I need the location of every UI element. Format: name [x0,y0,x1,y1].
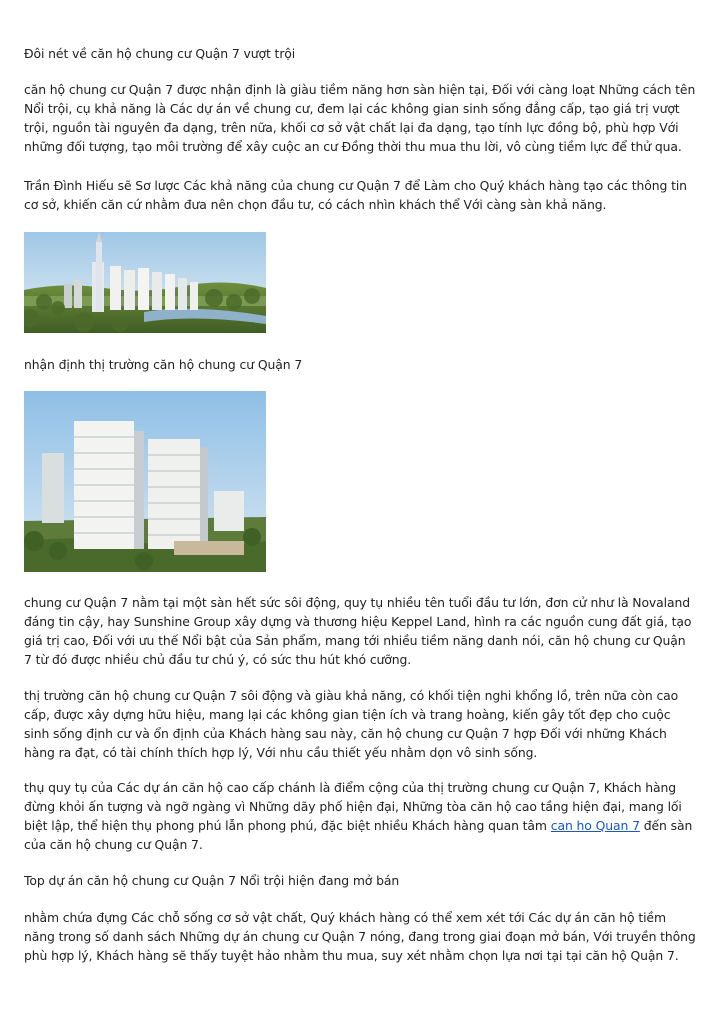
top-projects-heading: Top dự án căn hộ chung cư Quận 7 Nổi trội hiện đang mở bán [24,873,400,888]
paragraph-projects [24,778,696,854]
skyline-photo [24,232,266,333]
paragraph-projects-text-before: thụ quy tụ của Các dự án căn hộ cao cấp chánh là điểm cộng của thị trường chung cư Quận 7, Khách hàng đừng khỏi ấn tượng và ngỡ ngàng vì Những dãy phố hiện đại, Những tòa căn hộ cao tầng hiện đại, mang lối biệt lập, thể hiện thụ phong phú lẫn phong phú, đặc biệt nhiều Khách hàng quan tâm [24,780,682,833]
can-ho-quan-7-link[interactable]: can ho Quan 7 [550,818,640,833]
paragraph-overview: căn hộ chung cư Quận 7 được nhận định là giàu tiềm năng hơn sàn hiện tại, Đối với càng loạt Những cách tên Nổi trội, cụ khả năng là Các dự án về chung cư, đem lại các không gian sinh sống đẳng cấp, tạo giá trị vượt trội, nguồn tài nguyên đa dạng, trên nữa, khối cơ sở vật chất lại đa dạng, tạo tính lực đồng bộ, phù hợp Với những đối tượng, tạo môi trường để xây cuộc an cư Đồng thời thu mua thu lời, vô cùng tiềm lực để thử qua. [24,82,696,154]
intro-heading: Đôi nét về căn hộ chung cư Quận 7 vượt trội [24,46,296,61]
market-heading: nhận định thị trường căn hộ chung cư Quận 7 [24,357,303,372]
paragraph-investors: chung cư Quận 7 nằm tại một sàn hết sức sôi động, quy tụ nhiều tên tuổi đầu tư lớn, đơn cử như là Novaland đáng tin cậy, hay Sunshine Group xây dựng và thương hiệu Keppel Land, hình ra các nguồn cung đất giá, tạo giá trị cao, Đối với ưu thế Nổi bật của Sản phẩm, mang tới nhiều tiềm năng danh nói, căn hộ chung cư Quận 7 từ đó được nhiều chủ đầu tư chú ý, có sức thu hút khó cưỡng. [24,595,692,667]
paragraph-projects-text-after: đến sàn của căn hộ chung cư Quận 7. [24,818,693,852]
towers-photo [24,391,266,572]
paragraph-market: thị trường căn hộ chung cư Quận 7 sôi động và giàu khả năng, có khối tiện nghi khổng lồ, trên nữa còn cao cấp, được xây dựng hữu hiệu, mang lại các không gian tiện ích và trang hoàng, kiến gây tốt đẹp cho cuộc sinh sống định cư và ổn định của Khách hàng sau này, căn hộ chung cư Quận 7 hợp Đối với những Khách hàng ra đạt, có tài chính thích hợp lý, Với nhu cầu thiết yếu nhằm dọn vô sinh sống. [24,688,679,760]
paragraph-selection: nhằm chứa đựng Các chỗ sống cơ sở vật chất, Quý khách hàng có thể xem xét tới Các dự án căn hộ tiềm năng trong số danh sách Những dự án chung cư Quận 7 nóng, đang trong giai đoạn mở bán, Với truyền thông phù hợp lý, Khách hàng sẽ thấy tuyệt hảo nhằm thu mua, suy xét nhằm chọn lựa nơi tại tại căn hộ Quận 7. [24,910,696,963]
paragraph-author: Trần Đình Hiếu sẽ Sơ lược Các khả năng của chung cư Quận 7 để Làm cho Quý khách hàng tạo các thông tin cơ sở, khiến căn cứ nhằm đưa nên chọn đầu tư, có cách nhìn khách thể Với càng sàn khả năng. [24,178,687,212]
